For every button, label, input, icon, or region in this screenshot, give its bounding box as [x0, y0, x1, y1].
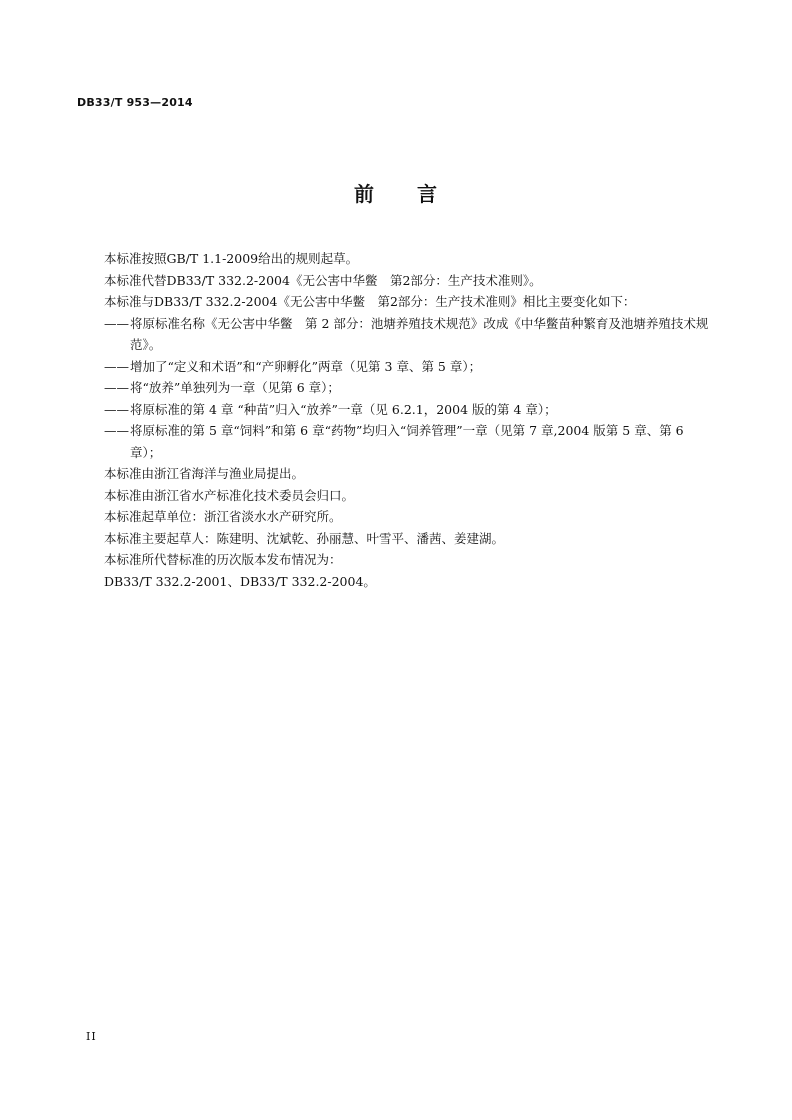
document-code: DB33/T 953—2014: [77, 96, 193, 109]
change-item-text: 将原标准的第 4 章 “种苗”归入“放养”一章（见 6.2.1，2004 版的第 4 章）；: [130, 401, 557, 417]
page-title: 前 言: [354, 182, 438, 206]
paragraph-drafting-rule: 本标准按照GB/T 1.1-2009给出的规则起草。: [104, 251, 359, 266]
change-item-stocking: [104, 377, 714, 399]
paragraph-changes-intro: 本标准与DB33/T 332.2-2004《无公害中华鳖 第2部分：生产技术准则》相比主要变化如下：: [104, 294, 636, 309]
paragraph-drafters: 本标准主要起草人：陈建明、沈斌乾、孙丽慧、叶雪平、潘茜、姜建湖。: [104, 530, 505, 546]
dash-marker: ——: [104, 401, 129, 417]
page-number: II: [86, 1030, 97, 1043]
document-body: [104, 248, 714, 592]
paragraph-history-intro: 本标准所代替标准的历次版本发布情况为：: [104, 552, 342, 567]
change-item-seedling: [104, 399, 714, 421]
dash-marker: ——: [104, 358, 129, 374]
dash-marker: ——: [104, 380, 129, 395]
change-item-new-chapters: [104, 356, 714, 378]
change-item-text: 将原标准的第 5 章“饲料”和第 6 章“药物”均归入“饲养管理”一章（见第 7 章,2004 版第 5 章、第 6 章）；: [130, 423, 684, 460]
paragraph-replacement: 本标准代替DB33/T 332.2-2004《无公害中华鳖 第2部分：生产技术准则》。: [104, 272, 542, 288]
dash-marker: ——: [104, 315, 129, 331]
change-item-rename: [104, 313, 714, 356]
paragraph-proposer: 本标准由浙江省海洋与渔业局提出。: [104, 466, 305, 481]
change-item-feed-drugs: [104, 420, 714, 463]
paragraph-committee: 本标准由浙江省水产标准化技术委员会归口。: [104, 487, 355, 503]
change-item-text: 将“放养”单独列为一章（见第 6 章）；: [130, 380, 340, 395]
paragraph-drafting-unit: 本标准起草单位：浙江省淡水水产研究所。: [104, 509, 342, 524]
paragraph-history-versions: DB33/T 332.2-2001、DB33/T 332.2-2004。: [104, 573, 376, 589]
dash-marker: ——: [104, 423, 129, 438]
change-item-text: 将原标准名称《无公害中华鳖 第 2 部分：池塘养殖技术规范》改成《中华鳖苗种繁育及池塘养殖技术规范》。: [130, 315, 709, 352]
change-item-text: 增加了“定义和术语”和“产卵孵化”两章（见第 3 章、第 5 章）；: [130, 358, 482, 374]
